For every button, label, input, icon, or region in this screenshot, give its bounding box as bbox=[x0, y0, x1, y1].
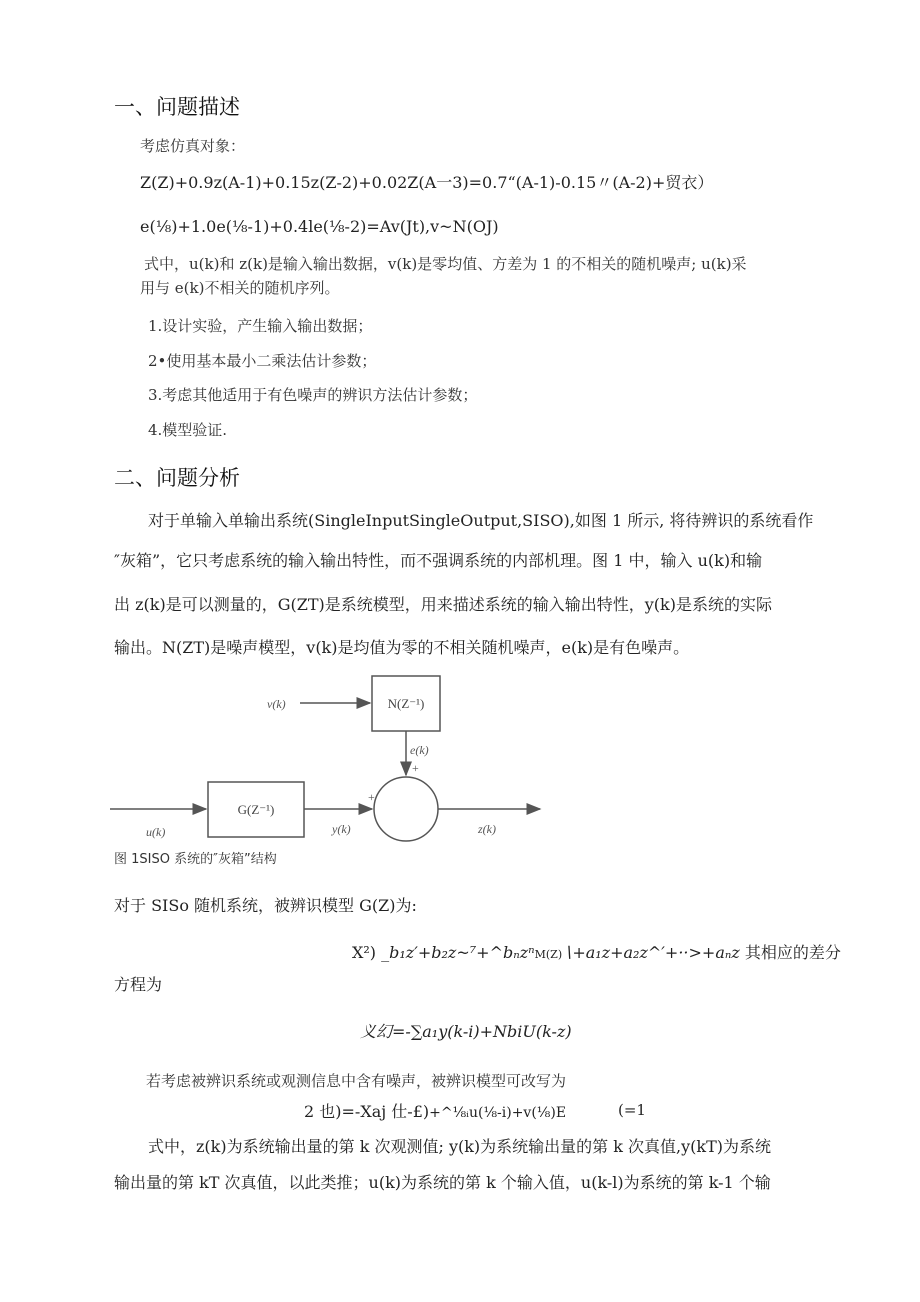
task-item-2: 2•使用基本最小二乘法估计参数； bbox=[148, 352, 377, 370]
system-equation-2: e(⅛)+1.0e(⅛-1)+0.4le(⅛-2)=Av(Jt),v~N(OJ) bbox=[140, 217, 499, 236]
section1-intro: 考虑仿真对象： bbox=[140, 137, 246, 155]
transfer-function-equation bbox=[352, 940, 841, 963]
transfer-function-subscript: M(Z) bbox=[534, 948, 563, 961]
analysis-line-1: 对于单输入单输出系统(SingleInputSingleOutput,SISO),如图 1 所示, 将待辨识的系统看作 bbox=[148, 511, 814, 530]
u-signal-label: u(k) bbox=[146, 825, 166, 839]
final-line-2: 输出量的第 kT 次真值，以此类推；u(k)为系统的第 k 个输入值，u(k-l)为系统的第 k-1 个输 bbox=[114, 1173, 771, 1192]
siso-block-diagram bbox=[110, 670, 560, 860]
plus-sign-top: + bbox=[412, 761, 419, 775]
task-item-4: 4.模型验证. bbox=[148, 421, 228, 439]
transfer-function-lead: X²) _ bbox=[352, 943, 390, 962]
noise-model-label: N(Z⁻¹) bbox=[387, 696, 425, 711]
summing-junction bbox=[374, 777, 438, 841]
transfer-function-numerator: b₁z′+b₂z~⁷+^bₙzⁿ bbox=[389, 943, 535, 962]
description-line-2: 用与 e(k)不相关的随机序列。 bbox=[140, 279, 340, 297]
description-line-1: 式中，u(k)和 z(k)是输入输出数据，v(k)是零均值、方差为 1 的不相关的随机噪声; u(k)采 bbox=[144, 255, 747, 273]
section1-heading: 一、问题描述 bbox=[114, 95, 240, 119]
system-model-label: G(Z⁻¹) bbox=[237, 802, 275, 817]
z-signal-label: z(k) bbox=[478, 822, 496, 836]
noise-equation-left: 2 也)=-Xaj 仕-£) bbox=[304, 1102, 430, 1121]
noise-equation-right: +^⅛ᵢu(⅛-i)+v(⅛)E bbox=[429, 1105, 567, 1121]
transfer-function-trailing-text: 其相应的差分 bbox=[739, 943, 841, 962]
e-signal-label: e(k) bbox=[410, 743, 429, 757]
analysis-line-2: ″灰箱”，它只考虑系统的输入输出特性，而不强调系统的内部机理。图 1 中，输入 u(k)和输 bbox=[114, 551, 763, 570]
equation-index: (=1 bbox=[618, 1101, 646, 1119]
analysis-line-3: 出 z(k)是可以测量的，G(ZT)是系统模型，用来描述系统的输入输出特性，y(k)是系统的实际 bbox=[114, 595, 772, 614]
y-signal-label: y(k) bbox=[332, 822, 351, 836]
task-item-1: 1.设计实验，产生输入输出数据； bbox=[148, 317, 373, 335]
analysis-line-4: 输出。N(ZT)是噪声模型，v(k)是均值为零的不相关随机噪声，e(k)是有色噪声。 bbox=[114, 638, 690, 657]
task-item-3: 3.考虑其他适用于有色噪声的辨识方法估计参数； bbox=[148, 386, 478, 404]
transfer-function-denominator: ∖+a₁z+a₂z^′+··>+aₙz bbox=[562, 943, 740, 962]
model-intro: 对于 SISo 随机系统，被辨识模型 G(Z)为: bbox=[114, 896, 417, 915]
figure-caption: 图 1SISO 系统的″灰箱”结构 bbox=[114, 852, 277, 867]
noise-model-equation bbox=[304, 1099, 566, 1122]
v-signal-label: v(k) bbox=[267, 697, 286, 711]
plus-sign-left: + bbox=[368, 790, 375, 804]
difference-equation: 义幻=-∑a₁y(k-i)+NbiU(k-z) bbox=[360, 1022, 572, 1041]
final-line-1: 式中，z(k)为系统输出量的第 k 次观测值; y(k)为系统输出量的第 k 次真值,y(kT)为系统 bbox=[148, 1137, 772, 1156]
difference-equation-intro: 方程为 bbox=[114, 975, 163, 994]
section2-heading: 二、问题分析 bbox=[114, 466, 240, 490]
system-equation-1: Z(Z)+0.9z(A-1)+0.15z(Z-2)+0.02Z(A一3)=0.7“(A-1)-0.15〃(A-2)+贸衣） bbox=[140, 173, 714, 192]
noise-model-intro: 若考虑被辨识系统或观测信息中含有噪声，被辨识模型可改写为 bbox=[146, 1072, 567, 1090]
